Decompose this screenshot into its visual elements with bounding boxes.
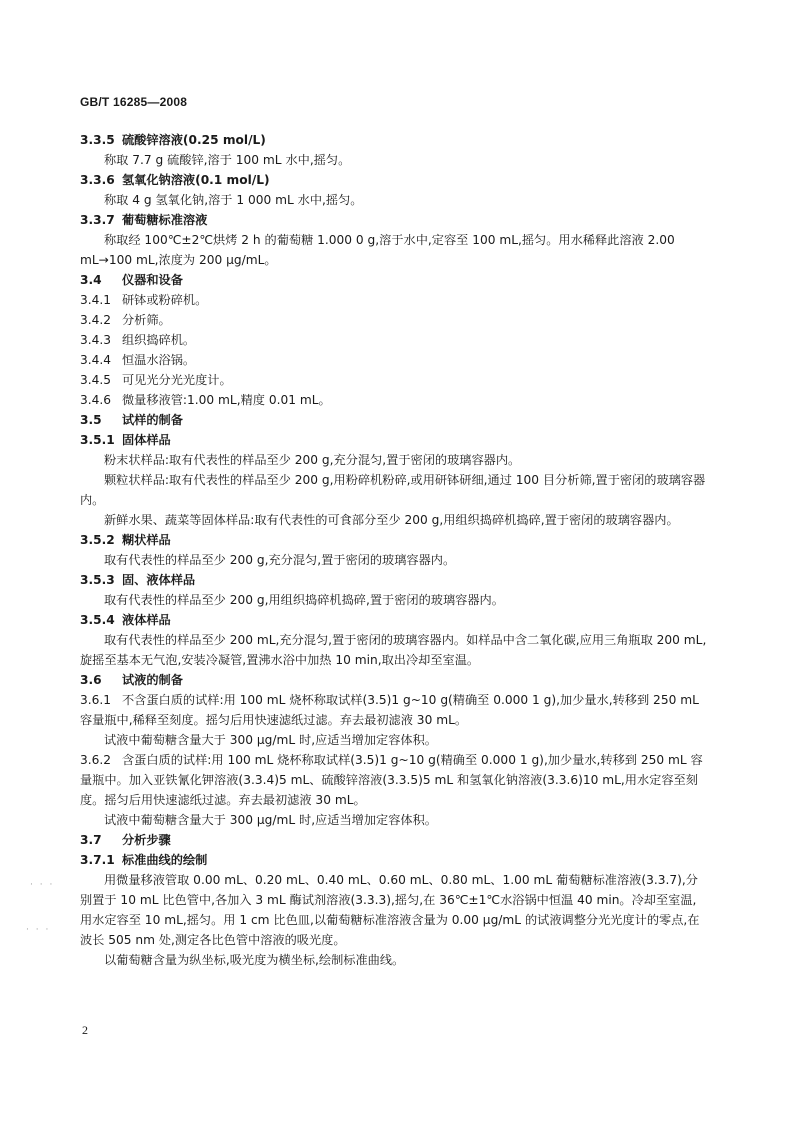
list-item: 3.4.2 分析筛。 <box>80 313 171 327</box>
section-3-3-5 <box>80 130 708 970</box>
paragraph: 称取 4 g 氢氧化钠,溶于 1 000 mL 水中,摇匀。 <box>104 193 363 207</box>
heading-3-3-6: 3.3.6 氢氧化钠溶液(0.1 mol/L) <box>80 173 270 187</box>
list-item: 3.4.6 微量移液管:1.00 mL,精度 0.01 mL。 <box>80 393 331 407</box>
heading-3-5-3: 3.5.3 固、液体样品 <box>80 573 196 587</box>
scan-artifact: · · · <box>26 925 51 935</box>
paragraph: 称取经 100℃±2℃烘烤 2 h 的葡萄糖 1.000 0 g,溶于水中,定容至 100 mL,摇匀。用水稀释此溶液 2.00 mL→100 mL,浓度为 200 μg/mL。 <box>80 233 675 267</box>
paragraph: 取有代表性的样品至少 200 g,充分混匀,置于密闭的玻璃容器内。 <box>104 553 456 567</box>
numbered-paragraph-3-6-2: 3.6.2 含蛋白质的试样:用 100 mL 烧杯称取试样(3.5)1 g~10 g(精确至 0.000 1 g),加少量水,转移到 250 mL 容量瓶中。加入亚铁氰化钾溶液(3.3.4)5 mL、硫酸锌溶液(3.3.5)5 mL 和氢氧化钠溶液(3.3.6)10 mL,用水定容至刻度。摇匀后用快速滤纸过滤。弃去最初滤液 30 mL。 <box>80 753 703 807</box>
heading-3-3-7: 3.3.7 葡萄糖标准溶液 <box>80 213 208 227</box>
paragraph: 颗粒状样品:取有代表性的样品至少 200 g,用粉碎机粉碎,或用研钵研细,通过 100 目分析筛,置于密闭的玻璃容器内。 <box>80 473 706 507</box>
paragraph: 新鲜水果、蔬菜等固体样品:取有代表性的可食部分至少 200 g,用组织捣碎机捣碎,置于密闭的玻璃容器内。 <box>104 513 679 527</box>
heading-3-5-4: 3.5.4 液体样品 <box>80 613 171 627</box>
heading-3-5-1: 3.5.1 固体样品 <box>80 433 171 447</box>
heading-3-6: 3.6 试液的制备 <box>80 673 183 687</box>
paragraph: 取有代表性的样品至少 200 g,用组织捣碎机捣碎,置于密闭的玻璃容器内。 <box>104 593 504 607</box>
heading-3-7-1: 3.7.1 标准曲线的绘制 <box>80 853 208 867</box>
paragraph: 取有代表性的样品至少 200 mL,充分混匀,置于密闭的玻璃容器内。如样品中含二氧化碳,应用三角瓶取 200 mL,旋摇至基本无气泡,安装冷凝管,置沸水浴中加热 10 min,取出冷却至室温。 <box>80 633 707 667</box>
paragraph: 试液中葡萄糖含量大于 300 μg/mL 时,应适当增加定容体积。 <box>104 813 437 827</box>
list-item: 3.4.5 可见光分光光度计。 <box>80 373 232 387</box>
heading-3-3-5: 3.3.5 硫酸锌溶液(0.25 mol/L) <box>80 133 266 147</box>
paragraph: 以葡萄糖含量为纵坐标,吸光度为横坐标,绘制标准曲线。 <box>104 953 405 967</box>
standard-header: GB/T 16285—2008 <box>80 95 188 109</box>
heading-3-5: 3.5 试样的制备 <box>80 413 183 427</box>
numbered-paragraph-3-6-1: 3.6.1 不含蛋白质的试样:用 100 mL 烧杯称取试样(3.5)1 g~10 g(精确至 0.000 1 g),加少量水,转移到 250 mL 容量瓶中,稀释至刻度。摇匀后用快速滤纸过滤。弃去最初滤液 30 mL。 <box>80 693 699 727</box>
paragraph: 称取 7.7 g 硫酸锌,溶于 100 mL 水中,摇匀。 <box>104 153 351 167</box>
paragraph: 试液中葡萄糖含量大于 300 μg/mL 时,应适当增加定容体积。 <box>104 733 437 747</box>
list-item: 3.4.3 组织捣碎机。 <box>80 333 196 347</box>
paragraph: 粉末状样品:取有代表性的样品至少 200 g,充分混匀,置于密闭的玻璃容器内。 <box>104 453 521 467</box>
page-number: 2 <box>82 1023 88 1037</box>
heading-3-7: 3.7 分析步骤 <box>80 833 171 847</box>
scan-artifact: · · · <box>30 880 55 890</box>
heading-3-5-2: 3.5.2 糊状样品 <box>80 533 171 547</box>
paragraph: 用微量移液管取 0.00 mL、0.20 mL、0.40 mL、0.60 mL、0.80 mL、1.00 mL 葡萄糖标准溶液(3.3.7),分别置于 10 mL 比色管中,各加入 3 mL 酶试剂溶液(3.3.3),摇匀,在 36℃±1℃水浴锅中恒温 40 min。冷却至室温,用水定容至 10 mL,摇匀。用 1 cm 比色皿,以葡萄糖标准溶液含量为 0.00 μg/mL 的试液调整分光光度计的零点,在波长 505 nm 处,测定各比色管中溶液的吸光度。 <box>80 873 700 947</box>
list-item: 3.4.4 恒温水浴锅。 <box>80 353 196 367</box>
heading-3-4: 3.4 仪器和设备 <box>80 273 183 287</box>
list-item: 3.4.1 研钵或粉碎机。 <box>80 293 208 307</box>
